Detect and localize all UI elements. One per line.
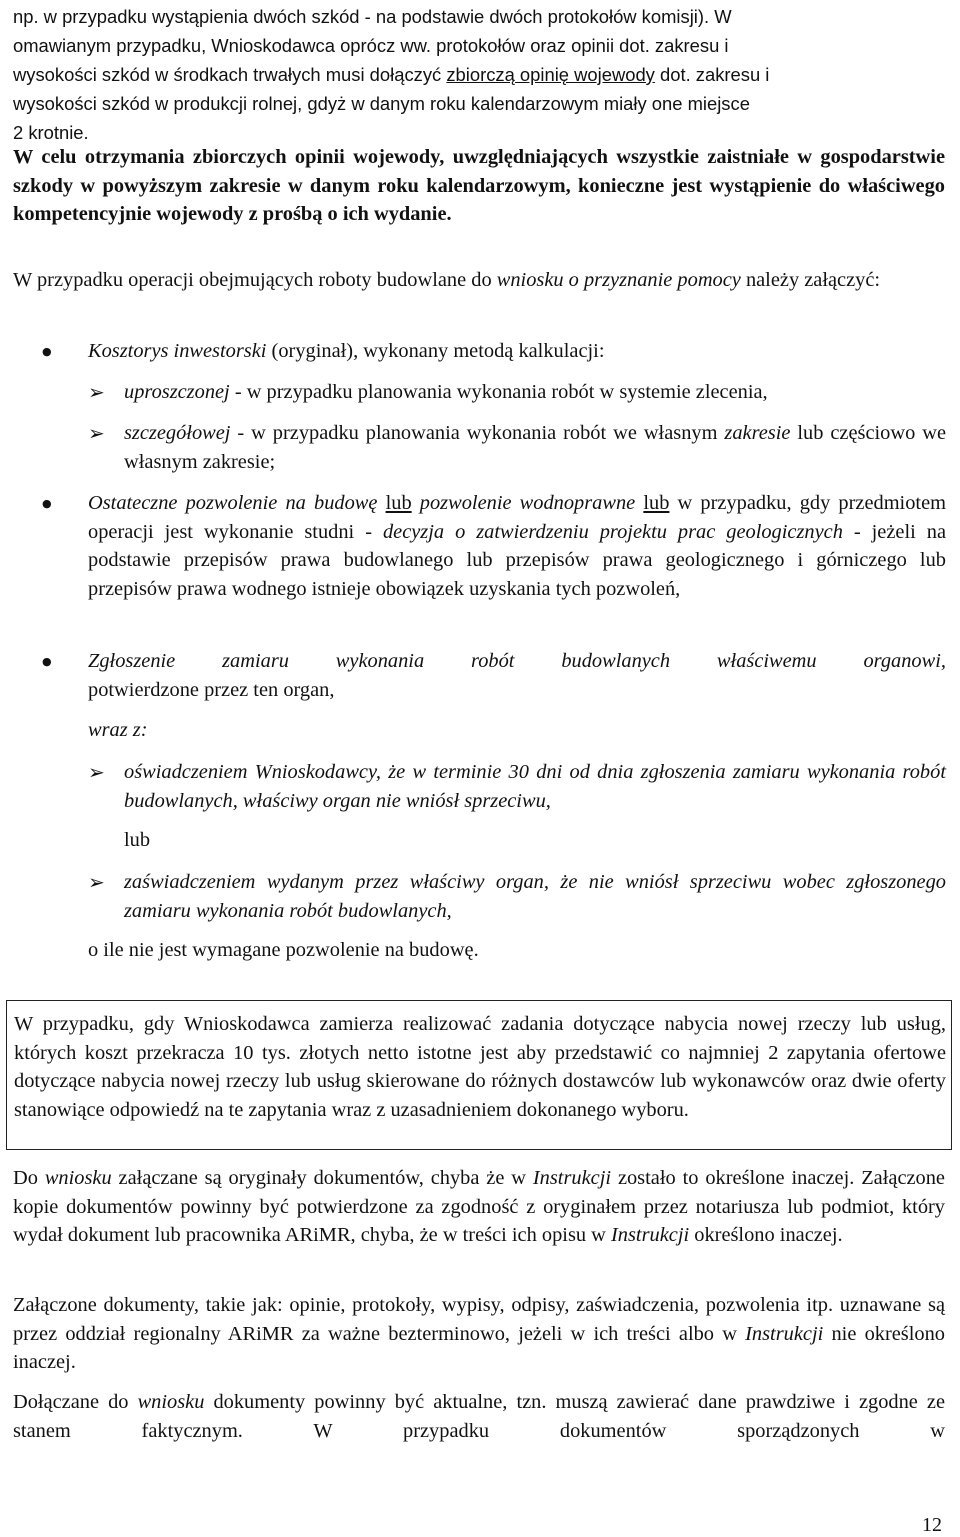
- italic-span: zakresie: [724, 422, 791, 444]
- text-span: - w przypadku planowania wykonania robót we własnym: [230, 422, 725, 444]
- italic-span: decyzja o zatwierdzeniu projektu prac geologicznych: [382, 520, 843, 543]
- closing-line: o ile nie jest wymagane pozwolenie na budowę.: [88, 939, 479, 961]
- bold-paragraph: W celu otrzymania zbiorczych opinii wojewody, uwzględniających wszystkie zaistniałe w gospodarstwie szkody w powyższym zakresie w danym roku kalendarzowym, konieczne jest wystąpienie do właściwego kompetencyjnie wojewody z prośbą o ich wydanie.: [13, 146, 945, 225]
- text-span: Załączone dokumenty, takie jak: opinie, protokoły, wypisy, odpisy, zaświadczenia, pozwolenia itp. uznawane są przez oddział regionalny ARiMR za ważne bezterminowo, jeżeli w ich treści albo w: [13, 1294, 945, 1345]
- bullet-item-notification: Zgłoszenie zamiaru wykonania robót budowlanych właściwemu organowi,: [88, 650, 946, 672]
- sub-item-detailed: [124, 419, 946, 476]
- bullet-icon: ●: [42, 497, 52, 510]
- underlined-span: lub: [385, 492, 412, 514]
- text-span: W przypadku operacji obejmujących roboty budowlane do: [13, 269, 497, 291]
- bullet-item-cost-estimate: [88, 337, 946, 366]
- construction-intro: [13, 266, 945, 295]
- text-span: należy załączyć:: [740, 269, 881, 291]
- arrow-bullet-icon: ➢: [88, 870, 105, 894]
- underlined-phrase: zbiorczą opinię wojewody: [446, 64, 655, 85]
- text-line: omawianym przypadku, Wnioskodawca oprócz ww. protokołów oraz opinii dot. zakresu i: [13, 35, 729, 56]
- text-span: w przypadku, gdy przedmiotem operacji jest wykonanie studni -: [88, 492, 946, 543]
- text-span: Do: [13, 1167, 45, 1189]
- text-line: 2 krotnie.: [13, 122, 89, 143]
- text-span: - jeżeli na podstawie przepisów prawa budowlanego lub przepisów prawa geologicznego i górniczego lub przepisów prawa wodnego istnieje obowiązek uzyskania tych pozwoleń,: [88, 520, 946, 600]
- text-span: lub częściowo we własnym zakresie;: [124, 422, 947, 473]
- notification-continuation: potwierdzone przez ten organ,: [88, 679, 335, 701]
- originals-paragraph: [13, 1164, 945, 1250]
- italic-span: Kosztorys inwestorski: [88, 340, 267, 362]
- bullet-item-building-permit: [88, 489, 946, 603]
- box-paragraph: W przypadku, gdy Wnioskodawca zamierza realizować zadania dotyczące nabycia nowej rzeczy lub usług, których koszt przekracza 10 tys. złotych netto istotne jest aby przedstawić co najmniej 2 zapytania ofertowe dotyczące nabycia nowej rzeczy lub usług skierowane do różnych dostawców lub wykonawców oraz dwie oferty stanowiące odpowiedź na te zapytania wraz z uzasadnieniem dokonanego wyboru.: [14, 1013, 946, 1121]
- together-with-label: wraz z:: [88, 719, 148, 741]
- current-paragraph: [13, 1388, 945, 1445]
- text-span: Dołączane do: [13, 1391, 138, 1413]
- text-line: np. w przypadku wystąpienia dwóch szkód - na podstawie dwóch protokołów komisji). W: [13, 6, 732, 27]
- bullet-icon: ●: [42, 655, 52, 668]
- text-span: - w przypadku planowania wykonania robót w systemie zlecenia,: [229, 381, 768, 403]
- text-span: określono inaczej.: [689, 1224, 843, 1246]
- italic-span: uproszczonej: [124, 381, 230, 403]
- text-span: zostało to określone inaczej. Załączone kopie dokumentów powinny być potwierdzone za zgodność z oryginałem przez notariusza lub podmiot, który wydał dokument lub pracownika ARiMR, chyba, że w treści ich opisu w: [13, 1167, 945, 1246]
- text-span: (oryginał), wykonany metodą kalkulacji:: [266, 340, 605, 362]
- sub-item-declaration: oświadczeniem Wnioskodawcy, że w terminie 30 dni od dnia zgłoszenia zamiaru wykonania robót budowlanych, właściwy organ nie wniósł sprzeciwu,: [124, 761, 946, 812]
- arrow-bullet-icon: ➢: [88, 760, 105, 784]
- text-span: nie określono inaczej.: [13, 1322, 945, 1373]
- italic-span: szczegółowej: [124, 422, 231, 444]
- italic-span: Instrukcji: [532, 1167, 612, 1189]
- sub-item-simplified: [124, 378, 946, 407]
- italic-span: Instrukcji: [745, 1322, 824, 1345]
- text-span: dot. zakresu i: [654, 64, 770, 85]
- text-line: wysokości szkód w produkcji rolnej, gdyż w danym roku kalendarzowym miały one miejsce: [13, 93, 750, 114]
- text-span: wysokości szkód w środkach trwałych musi dołączyć: [13, 64, 447, 85]
- text-span: dokumenty powinny być aktualne, tzn. muszą zawierać dane prawdziwe i zgodne ze stanem faktycznym. W przypadku dokumentów sporządzonych w: [13, 1391, 946, 1442]
- italic-span: wniosku o przyznanie pomocy: [496, 269, 741, 291]
- highlight-box: [6, 1000, 952, 1150]
- arrow-bullet-icon: ➢: [88, 380, 105, 404]
- italic-span: Ostateczne pozwolenie na budowę: [88, 492, 378, 514]
- italic-span: Instrukcji: [611, 1224, 690, 1246]
- underlined-span: lub: [643, 492, 670, 514]
- sub-item-certificate: zaświadczeniem wydanym przez właściwy organ, że nie wniósł sprzeciwu wobec zgłoszonego zamiaru wykonania robót budowlanych,: [124, 871, 946, 922]
- or-label: lub: [124, 829, 151, 851]
- bullet-icon: ●: [42, 345, 52, 358]
- italic-span: wniosku: [44, 1167, 112, 1189]
- attached-paragraph: [13, 1291, 945, 1377]
- text-line: [13, 60, 769, 89]
- italic-span: pozwolenie wodnoprawne: [419, 492, 636, 514]
- arrow-bullet-icon: ➢: [88, 421, 105, 445]
- italic-span: wniosku: [137, 1391, 205, 1413]
- page-number: 12: [922, 1514, 942, 1536]
- text-span: załączane są oryginały dokumentów, chyba że w: [111, 1167, 533, 1189]
